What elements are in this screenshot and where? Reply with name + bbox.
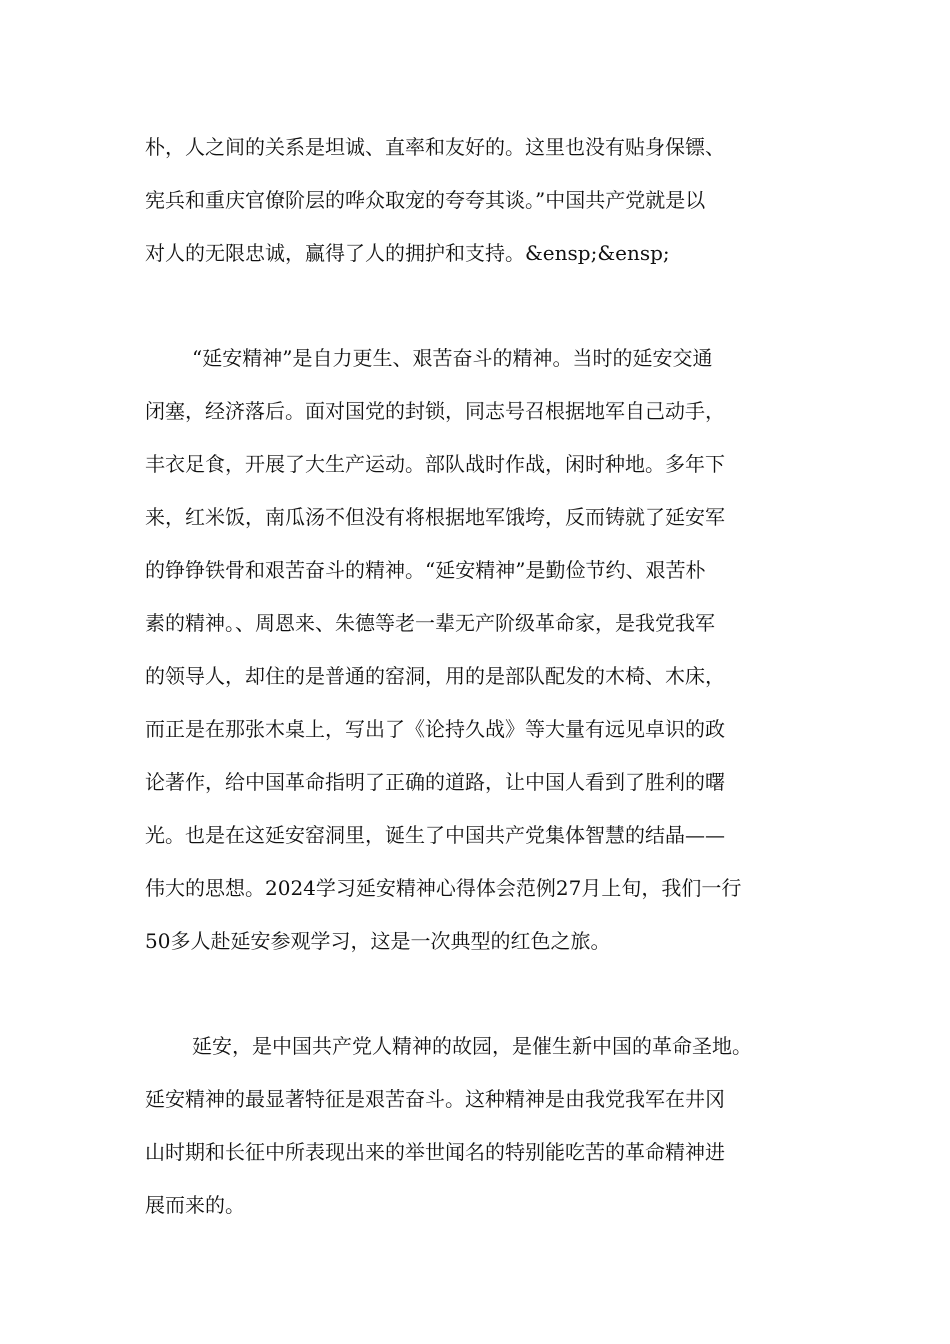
paragraph-1-line-1: 朴，人之间的关系是坦诚、直率和友好的。这里也没有贴身保镖、 <box>145 135 725 159</box>
paragraph-2-line-12: 50多人赴延安参观学习，这是一次典型的红色之旅。 <box>145 929 611 953</box>
paragraph-2-line-4: 来，红米饭，南瓜汤不但没有将根据地军饿垮，反而铸就了延安军 <box>145 505 725 529</box>
paragraph-1-line-3: 对人的无限忠诚，赢得了人的拥护和支持。&ensp;&ensp; <box>145 241 670 265</box>
paragraph-3-line-2: 延安精神的最显著特征是艰苦奋斗。这种精神是由我党我军在井冈 <box>145 1087 725 1111</box>
paragraph-2-line-8: 而正是在那张木桌上，写出了《论持久战》等大量有远见卓识的政 <box>145 717 725 741</box>
paragraph-3-line-1: 延安，是中国共产党人精神的故园，是催生新中国的革命圣地。 <box>192 1034 752 1058</box>
paragraph-2-line-6: 素的精神。、周恩来、朱德等老一辈无产阶级革命家，是我党我军 <box>145 611 715 635</box>
paragraph-2-line-9: 论著作，给中国革命指明了正确的道路，让中国人看到了胜利的曙 <box>145 770 725 794</box>
paragraph-2-line-7: 的领导人，却住的是普通的窑洞，用的是部队配发的木椅、木床， <box>145 664 725 688</box>
paragraph-2-line-11: 伟大的思想。2024学习延安精神心得体会范例27月上旬，我们一行 <box>145 876 742 900</box>
paragraph-3-line-4: 展而来的。 <box>145 1193 245 1217</box>
paragraph-3-line-3: 山时期和长征中所表现出来的举世闻名的特别能吃苦的革命精神进 <box>145 1140 725 1164</box>
paragraph-2-line-3: 丰衣足食，开展了大生产运动。部队战时作战，闲时种地。多年下 <box>145 452 725 476</box>
paragraph-2-line-2: 闭塞，经济落后。面对国党的封锁，同志号召根据地军自己动手， <box>145 399 725 423</box>
paragraph-2-line-10: 光。也是在这延安窑洞里，诞生了中国共产党集体智慧的结晶—— <box>145 823 725 847</box>
paragraph-2-line-5: 的铮铮铁骨和艰苦奋斗的精神。“延安精神”是勤俭节约、艰苦朴 <box>145 558 706 582</box>
paragraph-1-line-2: 宪兵和重庆官僚阶层的哗众取宠的夸夸其谈。”中国共产党就是以 <box>145 188 706 212</box>
paragraph-2-line-1: “延安精神”是自力更生、艰苦奋斗的精神。当时的延安交通 <box>192 346 713 370</box>
